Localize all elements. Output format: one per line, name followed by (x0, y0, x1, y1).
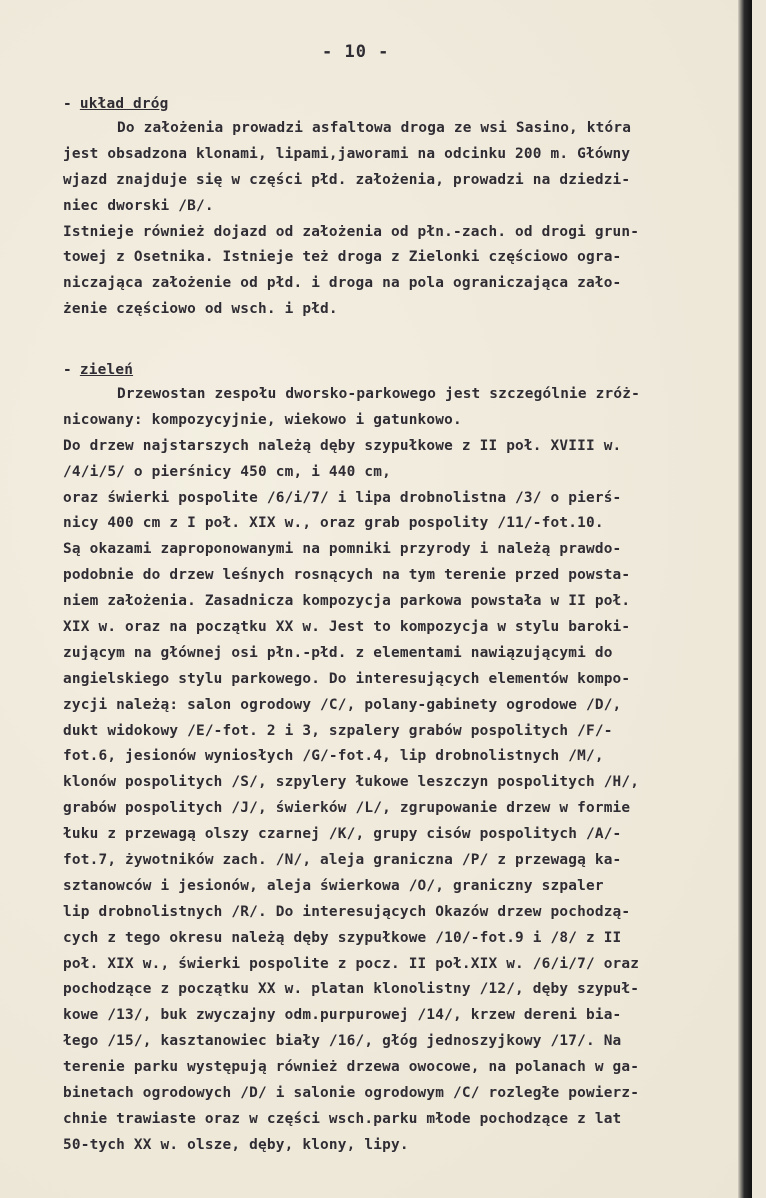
line-text: podobnie do drzew leśnych rosnących na tym terenie przed powsta- (63, 567, 631, 584)
text-line (63, 874, 753, 900)
line-text: dukt widokowy /E/-fot. 2 i 3, szpalery grabów pospolitych /F/- (63, 722, 613, 739)
line-text: oraz świerki pospolite /6/i/7/ i lipa drobnolistna /3/ o pierś- (63, 489, 622, 506)
paragraph (63, 116, 753, 323)
line-text: zującym na głównej osi płn.-płd. z elementami nawiązującymi do (63, 644, 613, 661)
text-line (63, 271, 753, 297)
line-text: binetach ogrodowych /D/ i salonie ogrodowym /C/ rozległe powierz- (63, 1085, 640, 1102)
text-line (63, 1003, 753, 1029)
heading-dash: - (63, 362, 72, 378)
text-line (63, 926, 753, 952)
text-line (63, 382, 753, 408)
line-text: grabów pospolitych /J/, świerków /L/, zgrupowanie drzew w formie (63, 800, 631, 817)
text-line (63, 796, 753, 822)
text-line (63, 770, 753, 796)
line-text: pochodzące z początku XX w. platan klonolistny /12/, dęby szypuł- (63, 981, 640, 998)
section-road-layout (63, 92, 753, 323)
text-line (63, 1081, 753, 1107)
line-text: łuku z przewagą olszy czarnej /K/, grupy cisów pospolitych /A/- (63, 826, 622, 843)
line-text: kowe /13/, buk zwyczajny odm.purpurowej /14/, krzew dereni bia- (63, 1007, 622, 1024)
line-text: Drzewostan zespołu dworsko-parkowego jest szczególnie zróż- (117, 386, 640, 402)
line-text: zycji należą: salon ogrodowy /C/, polany-gabinety ogrodowe /D/, (63, 696, 622, 713)
line-text: towej z Osetnika. Istnieje też droga z Zielonki częściowo ogra- (63, 249, 622, 266)
text-line (63, 297, 753, 323)
line-text: jest obsadzona klonami, lipami,jaworami na odcinku 200 m. Główny (63, 145, 631, 162)
line-text: sztanowców i jesionów, aleja świerkowa /O/, graniczny szpaler (63, 877, 604, 894)
line-text: terenie parku występują również drzewa owocowe, na polanach w ga- (63, 1059, 640, 1076)
text-line (63, 460, 753, 486)
text-line (63, 116, 753, 142)
line-text: niem założenia. Zasadnicza kompozycja parkowa powstała w II poł. (63, 593, 631, 610)
text-line (63, 194, 753, 220)
text-line (63, 667, 753, 693)
line-text: poł. XIX w., świerki pospolite z pocz. II poł.XIX w. /6/i/7/ oraz (63, 955, 640, 972)
line-text: wjazd znajduje się w części płd. założenia, prowadzi na dziedzi- (63, 171, 631, 188)
line-text: Do drzew najstarszych należą dęby szypułkowe z II poł. XVIII w. (63, 437, 622, 454)
text-line (63, 848, 753, 874)
line-text: nicy 400 cm z I poł. XIX w., oraz grab pospolity /11/-fot.10. (63, 515, 604, 532)
text-line (63, 486, 753, 512)
line-text: 50-tych XX w. olsze, dęby, klony, lipy. (63, 1136, 409, 1153)
page-number: - 10 - (322, 42, 390, 62)
section-heading (63, 92, 753, 116)
line-text: niec dworski /B/. (63, 197, 214, 214)
text-line (63, 1055, 753, 1081)
line-text: XIX w. oraz na początku XX w. Jest to kompozycja w stylu baroki- (63, 619, 631, 636)
line-text: żenie częściowo od wsch. i płd. (63, 301, 338, 318)
line-text: łego /15/, kasztanowiec biały /16/, głóg jednoszyjkowy /17/. Na (63, 1033, 622, 1050)
text-line (63, 744, 753, 770)
text-line (63, 641, 753, 667)
text-line (63, 220, 753, 246)
text-line (63, 408, 753, 434)
text-line (63, 537, 753, 563)
line-text: /4/i/5/ o pierśnicy 450 cm, i 440 cm, (63, 463, 391, 480)
text-line (63, 245, 753, 271)
line-text: lip drobnolistnych /R/. Do interesujących Okazów drzew pochodzą- (63, 903, 631, 920)
text-line (63, 900, 753, 926)
text-line (63, 563, 753, 589)
heading-text: zieleń (79, 362, 134, 378)
line-text: Do założenia prowadzi asfaltowa droga ze wsi Sasino, która (117, 120, 632, 136)
line-text: Są okazami zaproponowanymi na pomniki przyrody i należą prawdo- (63, 541, 622, 558)
text-line (63, 434, 753, 460)
text-line (63, 1133, 753, 1159)
line-text: Istnieje również dojazd od założenia od płn.-zach. od drogi grun- (63, 223, 640, 240)
text-line (63, 511, 753, 537)
line-text: nicowany: kompozycyjnie, wiekowo i gatunkowo. (63, 411, 462, 428)
text-line (63, 719, 753, 745)
text-line (63, 952, 753, 978)
line-text: angielskiego stylu parkowego. Do interesujących elementów kompo- (63, 670, 631, 687)
line-text: cych z tego okresu należą dęby szypułkowe /10/-fot.9 i /8/ z II (63, 929, 622, 946)
section-heading (63, 358, 753, 382)
paragraph (63, 382, 753, 1159)
line-text: chnie trawiaste oraz w części wsch.parku młode pochodzące z lat (63, 1110, 622, 1127)
line-text: fot.7, żywotników zach. /N/, aleja graniczna /P/ z przewagą ka- (63, 852, 622, 869)
line-text: niczająca założenie od płd. i droga na pola ograniczająca zało- (63, 275, 622, 292)
text-line (63, 142, 753, 168)
section-greenery (63, 358, 753, 1159)
heading-text: układ dróg (79, 96, 169, 112)
text-line (63, 589, 753, 615)
text-line (63, 168, 753, 194)
text-line (63, 822, 753, 848)
text-line (63, 615, 753, 641)
heading-dash: - (63, 96, 72, 112)
text-line (63, 1107, 753, 1133)
text-line (63, 693, 753, 719)
line-text: fot.6, jesionów wyniosłych /G/-fot.4, lip drobnolistnych /M/, (63, 748, 604, 765)
text-line (63, 977, 753, 1003)
text-line (63, 1029, 753, 1055)
line-text: klonów pospolitych /S/, szpylery łukowe leszczyn pospolitych /H/, (63, 774, 640, 791)
